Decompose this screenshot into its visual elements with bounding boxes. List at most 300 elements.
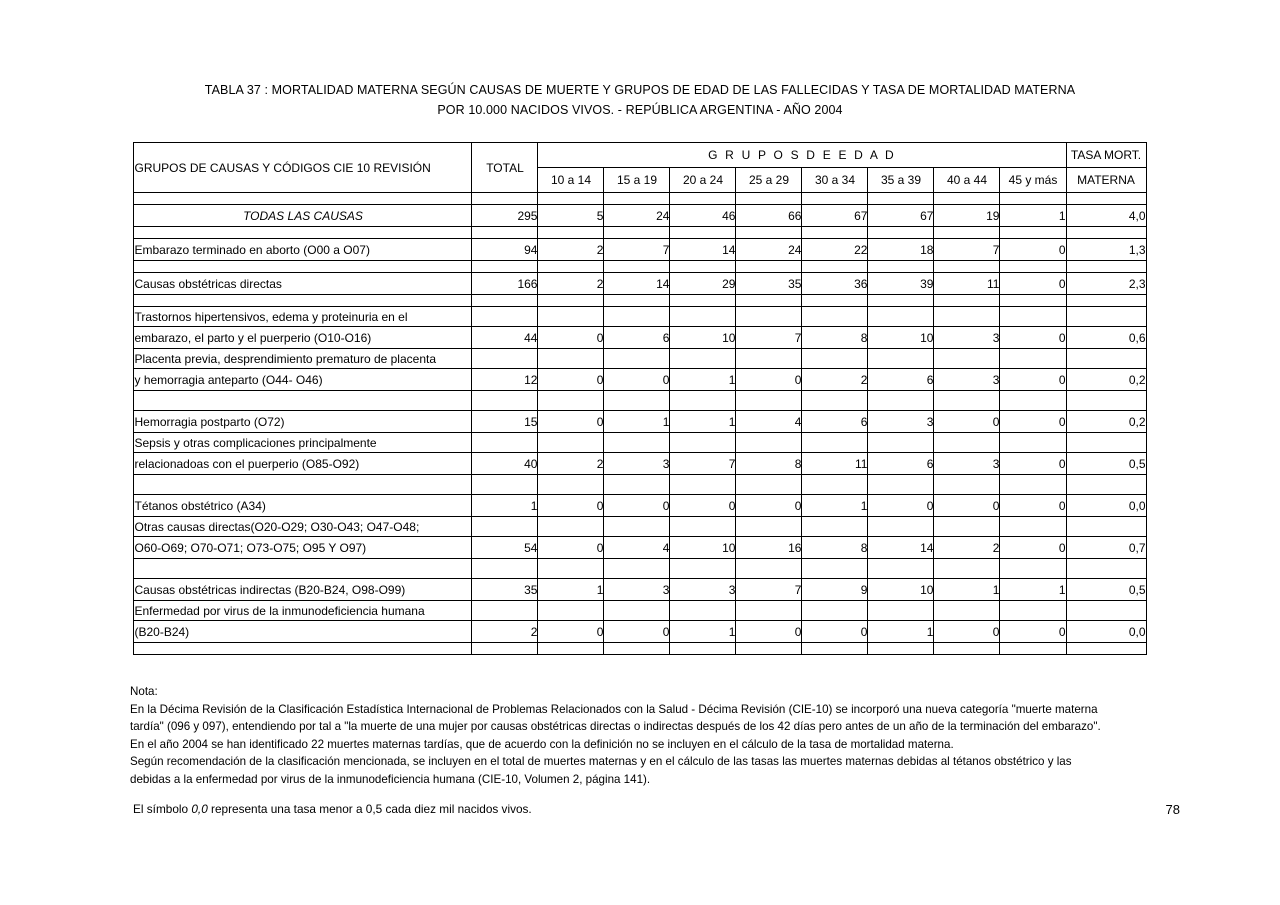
spacer-cell: [670, 295, 736, 307]
row-age-45-mas: 1: [1000, 579, 1066, 601]
blank-cell: [472, 433, 538, 453]
spacer-cell: [134, 559, 472, 579]
spacer-cell: [1000, 643, 1066, 655]
row-age-20-24: 10: [670, 327, 736, 349]
spacer-cell: [134, 643, 472, 655]
spacer-cell: [134, 295, 472, 307]
row-age-25-29: 4: [736, 411, 802, 433]
blank-cell: [802, 601, 868, 621]
spacer-cell: [670, 475, 736, 495]
spacer-cell: [1000, 559, 1066, 579]
header-age-35-39: 35 a 39: [868, 168, 934, 193]
spacer-cell: [1000, 227, 1066, 239]
row-age-45-mas: 0: [1000, 273, 1066, 295]
row-age-15-19: 14: [604, 273, 670, 295]
row-age-45-mas: 0: [1000, 537, 1066, 559]
spacer-cell: [670, 643, 736, 655]
header-age-15-19: 15 a 19: [604, 168, 670, 193]
spacer-cell: [934, 475, 1000, 495]
row-age-30-34: 67: [802, 205, 868, 227]
spacer-cell: [472, 193, 538, 205]
row-total: 15: [472, 411, 538, 433]
spacer-row: [134, 193, 1146, 205]
spacer-cell: [670, 559, 736, 579]
row-age-35-39: 10: [868, 327, 934, 349]
row-age-35-39: 67: [868, 205, 934, 227]
row-age-35-39: 3: [868, 411, 934, 433]
blank-cell: [604, 307, 670, 327]
blank-cell: [670, 349, 736, 369]
blank-cell: [538, 433, 604, 453]
blank-cell: [472, 349, 538, 369]
spacer-cell: [538, 559, 604, 579]
row-age-10-14: 2: [538, 273, 604, 295]
spacer-cell: [868, 193, 934, 205]
blank-cell: [934, 601, 1000, 621]
table-row-label-line1: [134, 433, 1146, 453]
symbol-note-suffix: representa una tasa menor a 0,5 cada diez mil nacidos vivos.: [211, 802, 532, 816]
spacer-row: [134, 227, 1146, 239]
table-row: [134, 579, 1146, 601]
row-age-40-44: 11: [934, 273, 1000, 295]
blank-cell: [1066, 517, 1146, 537]
row-age-20-24: 14: [670, 239, 736, 261]
blank-cell: [604, 433, 670, 453]
table-row-label-line1: [134, 517, 1146, 537]
row-age-40-44: 1: [934, 579, 1000, 601]
spacer-cell: [604, 261, 670, 273]
spacer-cell: [934, 643, 1000, 655]
spacer-row: [134, 261, 1146, 273]
spacer-cell: [736, 475, 802, 495]
row-age-35-39: 6: [868, 369, 934, 391]
row-age-10-14: 0: [538, 621, 604, 643]
notes-heading: Nota:: [130, 685, 158, 698]
table-title: [0, 80, 1280, 120]
blank-cell: [802, 307, 868, 327]
notes-paragraph-4: Según recomendación de la clasificación mencionada, se incluyen en el total de muertes maternas y en el cálculo de las tasas las muertes maternas debidas al tétanos obstétrico y las: [130, 755, 1072, 768]
header-age-25-29: 25 a 29: [736, 168, 802, 193]
spacer-cell: [934, 193, 1000, 205]
row-age-30-34: 0: [802, 621, 868, 643]
row-tasa: 0,5: [1066, 453, 1146, 475]
blank-cell: [802, 349, 868, 369]
spacer-cell: [802, 227, 868, 239]
row-age-45-mas: 0: [1000, 621, 1066, 643]
spacer-cell: [670, 227, 736, 239]
row-tasa: 0,2: [1066, 369, 1146, 391]
row-age-25-29: 16: [736, 537, 802, 559]
row-age-15-19: 0: [604, 369, 670, 391]
blank-cell: [802, 517, 868, 537]
row-age-45-mas: 0: [1000, 411, 1066, 433]
row-age-30-34: 6: [802, 411, 868, 433]
spacer-cell: [538, 295, 604, 307]
row-age-25-29: 0: [736, 621, 802, 643]
spacer-cell: [934, 227, 1000, 239]
row-label: Causas obstétricas directas: [134, 273, 472, 295]
spacer-cell: [736, 559, 802, 579]
row-label: y hemorragia anteparto (O44- O46): [134, 369, 472, 391]
row-total: 166: [472, 273, 538, 295]
blank-cell: [1000, 601, 1066, 621]
row-age-45-mas: 0: [1000, 453, 1066, 475]
blank-cell: [868, 349, 934, 369]
symbol-note-prefix: El símbolo: [133, 802, 189, 816]
spacer-cell: [472, 475, 538, 495]
notes-paragraph-2: tardía" (096 y 097), entendiendo por tal a "la muerte de una mujer por causas obstétricas directas o indirectas después de los 42 días pero antes de un año de la terminación del embarazo".: [130, 720, 1101, 733]
spacer-cell: [934, 391, 1000, 411]
row-tasa: 0,5: [1066, 579, 1146, 601]
row-age-10-14: 0: [538, 327, 604, 349]
spacer-cell: [1000, 261, 1066, 273]
row-age-10-14: 0: [538, 537, 604, 559]
spacer-cell: [472, 559, 538, 579]
row-label: embarazo, el parto y el puerperio (O10-O16): [134, 327, 472, 349]
row-age-35-39: 10: [868, 579, 934, 601]
row-age-40-44: 0: [934, 411, 1000, 433]
page-number: 78: [1165, 802, 1180, 817]
row-age-25-29: 8: [736, 453, 802, 475]
spacer-cell: [538, 227, 604, 239]
spacer-cell: [134, 391, 472, 411]
blank-cell: [868, 433, 934, 453]
spacer-cell: [1066, 475, 1146, 495]
spacer-cell: [670, 391, 736, 411]
spacer-cell: [802, 193, 868, 205]
blank-cell: [670, 433, 736, 453]
header-age-20-24: 20 a 24: [670, 168, 736, 193]
blank-cell: [1066, 601, 1146, 621]
spacer-cell: [604, 559, 670, 579]
spacer-cell: [538, 193, 604, 205]
spacer-cell: [472, 261, 538, 273]
row-age-10-14: 2: [538, 239, 604, 261]
blank-cell: [934, 517, 1000, 537]
spacer-row: [134, 559, 1146, 579]
row-tasa: 0,7: [1066, 537, 1146, 559]
row-age-20-24: 1: [670, 621, 736, 643]
spacer-cell: [934, 261, 1000, 273]
row-total: 40: [472, 453, 538, 475]
blank-cell: [934, 349, 1000, 369]
row-label: Embarazo terminado en aborto (O00 a O07): [134, 239, 472, 261]
blank-cell: [736, 433, 802, 453]
row-total: 295: [472, 205, 538, 227]
blank-cell: [1066, 349, 1146, 369]
row-tasa: 0,0: [1066, 621, 1146, 643]
spacer-cell: [934, 559, 1000, 579]
row-age-20-24: 0: [670, 495, 736, 517]
row-age-25-29: 0: [736, 369, 802, 391]
blank-cell: [802, 433, 868, 453]
blank-cell: [1000, 349, 1066, 369]
table-row: [134, 621, 1146, 643]
row-age-30-34: 8: [802, 327, 868, 349]
row-age-20-24: 10: [670, 537, 736, 559]
table-row: [134, 327, 1146, 349]
spacer-cell: [1066, 261, 1146, 273]
row-tasa: 1,3: [1066, 239, 1146, 261]
row-age-15-19: 6: [604, 327, 670, 349]
row-age-45-mas: 0: [1000, 239, 1066, 261]
spacer-cell: [472, 227, 538, 239]
row-tasa: 0,6: [1066, 327, 1146, 349]
row-age-45-mas: 1: [1000, 205, 1066, 227]
row-age-30-34: 11: [802, 453, 868, 475]
row-age-35-39: 18: [868, 239, 934, 261]
spacer-cell: [1066, 391, 1146, 411]
spacer-cell: [1066, 227, 1146, 239]
row-label: (B20-B24): [134, 621, 472, 643]
spacer-cell: [670, 193, 736, 205]
spacer-cell: [604, 193, 670, 205]
row-age-40-44: 0: [934, 621, 1000, 643]
spacer-cell: [736, 643, 802, 655]
spacer-cell: [736, 261, 802, 273]
notes-paragraph-1: En la Décima Revisión de la Clasificación Estadística Internacional de Problemas Relacionados con la Salud - Décima Revisión (CIE-10) se incorporó una nueva categoría "muerte materna: [130, 702, 1098, 716]
table-row: [134, 273, 1146, 295]
row-total: 54: [472, 537, 538, 559]
spacer-cell: [604, 643, 670, 655]
spacer-cell: [538, 261, 604, 273]
spacer-row: [134, 295, 1146, 307]
header-age-40-44: 40 a 44: [934, 168, 1000, 193]
blank-cell: [868, 517, 934, 537]
table-body: [134, 193, 1146, 655]
row-age-25-29: 35: [736, 273, 802, 295]
row-age-15-19: 24: [604, 205, 670, 227]
spacer-cell: [802, 559, 868, 579]
row-tasa: 2,3: [1066, 273, 1146, 295]
row-age-15-19: 0: [604, 495, 670, 517]
header-age-10-14: 10 a 14: [538, 168, 604, 193]
blank-cell: [538, 307, 604, 327]
row-age-40-44: 7: [934, 239, 1000, 261]
row-age-15-19: 7: [604, 239, 670, 261]
row-age-45-mas: 0: [1000, 369, 1066, 391]
spacer-cell: [134, 193, 472, 205]
row-age-30-34: 2: [802, 369, 868, 391]
row-age-35-39: 0: [868, 495, 934, 517]
row-total: 2: [472, 621, 538, 643]
header-row-top: [134, 143, 1146, 168]
spacer-cell: [868, 391, 934, 411]
header-age-45-mas: 45 y más: [1000, 168, 1066, 193]
row-label: Tétanos obstétrico (A34): [134, 495, 472, 517]
spacer-cell: [538, 475, 604, 495]
row-tasa: 0,0: [1066, 495, 1146, 517]
blank-cell: [934, 433, 1000, 453]
blank-cell: [868, 307, 934, 327]
row-age-25-29: 7: [736, 579, 802, 601]
row-age-15-19: 4: [604, 537, 670, 559]
spacer-cell: [736, 295, 802, 307]
spacer-cell: [868, 643, 934, 655]
spacer-cell: [1000, 475, 1066, 495]
blank-cell: [670, 601, 736, 621]
blank-cell: [604, 349, 670, 369]
notes-block: [130, 683, 1140, 788]
row-label: Hemorragia postparto (O72): [134, 411, 472, 433]
spacer-cell: [1066, 193, 1146, 205]
row-label-line1: Otras causas directas(O20-O29; O30-O43; O47-O48;: [134, 517, 472, 537]
header-age-groups: G R U P O S D E E D A D: [538, 143, 1066, 168]
row-label: Causas obstétricas indirectas (B20-B24, O98-O99): [134, 579, 472, 601]
spacer-cell: [868, 261, 934, 273]
row-age-45-mas: 0: [1000, 327, 1066, 349]
row-age-15-19: 0: [604, 621, 670, 643]
row-total: 35: [472, 579, 538, 601]
row-age-10-14: 0: [538, 495, 604, 517]
row-age-40-44: 0: [934, 495, 1000, 517]
row-label-line1: Enfermedad por virus de la inmunodeficiencia humana: [134, 601, 472, 621]
row-age-15-19: 3: [604, 453, 670, 475]
spacer-row: [134, 391, 1146, 411]
spacer-cell: [736, 391, 802, 411]
row-age-10-14: 0: [538, 411, 604, 433]
table-row: [134, 205, 1146, 227]
spacer-cell: [604, 475, 670, 495]
table-row-label-line1: [134, 307, 1146, 327]
row-age-10-14: 5: [538, 205, 604, 227]
blank-cell: [604, 517, 670, 537]
spacer-cell: [1066, 559, 1146, 579]
row-age-25-29: 0: [736, 495, 802, 517]
symbol-note-symbol: 0,0: [191, 802, 208, 816]
table-header: [134, 143, 1146, 193]
row-age-10-14: 1: [538, 579, 604, 601]
row-total: 1: [472, 495, 538, 517]
row-tasa: 4,0: [1066, 205, 1146, 227]
spacer-cell: [538, 643, 604, 655]
spacer-cell: [802, 643, 868, 655]
table-row-label-line1: [134, 601, 1146, 621]
row-age-35-39: 14: [868, 537, 934, 559]
notes-paragraph-3: En el año 2004 se han identificado 22 muertes maternas tardías, que de acuerdo con la definición no se incluyen en el cálculo de la tasa de mortalidad materna.: [130, 737, 954, 751]
header-age-30-34: 30 a 34: [802, 168, 868, 193]
blank-cell: [538, 517, 604, 537]
table-row: [134, 453, 1146, 475]
title-line-1: TABLA 37 : MORTALIDAD MATERNA SEGÚN CAUSAS DE MUERTE Y GRUPOS DE EDAD DE LAS FALLECIDAS Y TASA DE MORTALIDAD MATERNA: [204, 83, 1076, 97]
spacer-cell: [868, 559, 934, 579]
row-label-line1: Sepsis y otras complicaciones principalmente: [134, 433, 472, 453]
title-line-2: POR 10.000 NACIDOS VIVOS. - REPÚBLICA ARGENTINA - AÑO 2004: [437, 103, 843, 117]
table-row: [134, 369, 1146, 391]
spacer-row: [134, 643, 1146, 655]
blank-cell: [1000, 433, 1066, 453]
table-row: [134, 239, 1146, 261]
spacer-cell: [134, 227, 472, 239]
spacer-cell: [868, 227, 934, 239]
row-label: TODAS LAS CAUSAS: [134, 205, 472, 227]
row-age-20-24: 1: [670, 369, 736, 391]
row-age-30-34: 9: [802, 579, 868, 601]
header-tasa: TASA MORT.: [1066, 143, 1146, 168]
row-label: relacionadoas con el puerperio (O85-O92): [134, 453, 472, 475]
spacer-cell: [604, 227, 670, 239]
table-row-label-line1: [134, 349, 1146, 369]
row-age-15-19: 3: [604, 579, 670, 601]
row-total: 94: [472, 239, 538, 261]
spacer-cell: [670, 261, 736, 273]
row-age-40-44: 19: [934, 205, 1000, 227]
row-age-35-39: 1: [868, 621, 934, 643]
blank-cell: [670, 517, 736, 537]
row-age-20-24: 1: [670, 411, 736, 433]
spacer-cell: [538, 391, 604, 411]
row-age-40-44: 3: [934, 453, 1000, 475]
spacer-cell: [736, 193, 802, 205]
spacer-cell: [934, 295, 1000, 307]
row-tasa: 0,2: [1066, 411, 1146, 433]
blank-cell: [736, 349, 802, 369]
spacer-cell: [736, 227, 802, 239]
spacer-cell: [604, 295, 670, 307]
row-age-20-24: 3: [670, 579, 736, 601]
row-age-25-29: 66: [736, 205, 802, 227]
row-age-15-19: 1: [604, 411, 670, 433]
row-age-40-44: 3: [934, 369, 1000, 391]
row-label: O60-O69; O70-O71; O73-O75; O95 Y O97): [134, 537, 472, 559]
blank-cell: [1066, 307, 1146, 327]
row-label-line1: Trastornos hipertensivos, edema y proteinuria en el: [134, 307, 472, 327]
table-row: [134, 537, 1146, 559]
spacer-cell: [472, 391, 538, 411]
spacer-cell: [802, 475, 868, 495]
blank-cell: [472, 601, 538, 621]
spacer-cell: [802, 261, 868, 273]
row-age-30-34: 1: [802, 495, 868, 517]
blank-cell: [736, 307, 802, 327]
spacer-cell: [1000, 193, 1066, 205]
row-age-40-44: 3: [934, 327, 1000, 349]
row-age-10-14: 2: [538, 453, 604, 475]
spacer-cell: [472, 643, 538, 655]
spacer-cell: [802, 295, 868, 307]
spacer-cell: [868, 295, 934, 307]
row-age-10-14: 0: [538, 369, 604, 391]
blank-cell: [472, 517, 538, 537]
blank-cell: [472, 307, 538, 327]
table-row: [134, 411, 1146, 433]
spacer-cell: [802, 391, 868, 411]
blank-cell: [1066, 433, 1146, 453]
row-total: 44: [472, 327, 538, 349]
spacer-cell: [604, 391, 670, 411]
blank-cell: [934, 307, 1000, 327]
row-age-40-44: 2: [934, 537, 1000, 559]
blank-cell: [538, 601, 604, 621]
row-age-45-mas: 0: [1000, 495, 1066, 517]
row-label-line1: Placenta previa, desprendimiento prematuro de placenta: [134, 349, 472, 369]
blank-cell: [1000, 517, 1066, 537]
spacer-cell: [472, 295, 538, 307]
spacer-cell: [1000, 295, 1066, 307]
header-causes: GRUPOS DE CAUSAS Y CÓDIGOS CIE 10 REVISIÓN: [134, 143, 472, 193]
symbol-note: [133, 802, 532, 816]
row-age-30-34: 8: [802, 537, 868, 559]
row-age-20-24: 7: [670, 453, 736, 475]
spacer-cell: [1066, 295, 1146, 307]
blank-cell: [538, 349, 604, 369]
header-tasa-sub: MATERNA: [1066, 168, 1146, 193]
spacer-cell: [134, 261, 472, 273]
table-row: [134, 495, 1146, 517]
blank-cell: [604, 601, 670, 621]
row-total: 12: [472, 369, 538, 391]
mortality-table: [133, 142, 1146, 655]
